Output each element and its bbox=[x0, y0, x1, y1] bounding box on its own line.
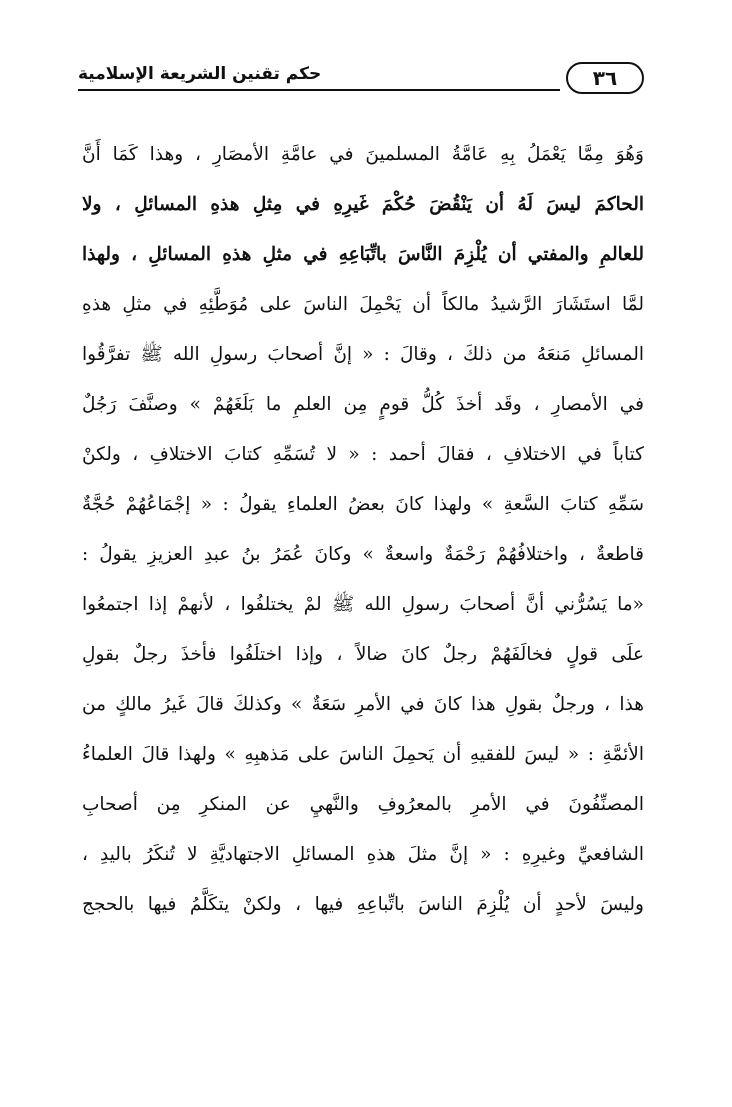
text-line: وَهُوَ مِمَّا يَعْمَلُ بِهِ عَامَّةُ المسلمينَ في عامَّةِ الأمصَارِ ، وهذا كَمَا أَنَّ bbox=[82, 144, 644, 165]
text-line: للعالمِ والمفتي أن يُلْزِمَ النَّاسَ باتِّبَاعِهِ في مثلِ هذهِ المسائلِ ، ولهذا bbox=[82, 244, 644, 265]
text-line: وليسَ لأحدٍ أن يُلْزِمَ الناسَ باتِّباعِهِ فيها ، ولكنْ يتكَلَّمُ فيها بالحجج bbox=[82, 894, 644, 915]
text-line: المسائلِ مَنعَهُ من ذلكَ ، وقالَ : « إنَّ أصحابَ رسولِ الله ﷺ تفرَّقُوا bbox=[82, 344, 644, 365]
text-line: الحاكمَ ليسَ لَهُ أن يَنْقُضَ حُكْمَ غَيرِهِ في مِثلِ هذهِ المسائلِ ، ولا bbox=[82, 194, 644, 215]
text-line: كتاباً في الاختلافِ ، فقالَ أحمد : « لا تُسَمِّهِ كتابَ الاختلافِ ، ولكنْ bbox=[82, 444, 644, 465]
text-line: في الأمصارِ ، وقَد أخذَ كُلُّ قومٍ مِن العلمِ ما بَلَغَهُمْ » وصنَّفَ رَجُلٌ bbox=[82, 394, 644, 415]
text-line: الشافعيِّ وغيرِهِ : « إنَّ مثلَ هذهِ المسائلِ الاجتهاديَّةِ لا تُنكَرُ باليدِ ، bbox=[82, 844, 644, 865]
body-text bbox=[82, 130, 644, 930]
header-rule bbox=[78, 89, 560, 91]
text-line: لمَّا استَشَارَ الرَّشيدُ مالكاً أن يَحْمِلَ الناسَ على مُوَطَّئِهِ في مثلِ هذهِ bbox=[82, 294, 644, 315]
text-line: سَمِّهِ كتابَ السَّعةِ » ولهذا كانَ بعضُ العلماءِ يقولُ : « إجْمَاعُهُمْ حُجَّةٌ bbox=[82, 494, 644, 515]
page-header bbox=[78, 62, 644, 102]
page-number-badge: ٣٦ bbox=[566, 62, 644, 94]
text-line: هذا ، ورجلٌ بقولِ هذا كانَ في الأمرِ سَعَةٌ » وكذلكَ قالَ غَيرُ مالكٍ من bbox=[82, 694, 644, 715]
text-line: الأئمَّةِ : « ليسَ للفقيهِ أن يَحمِلَ الناسَ على مَذهبِهِ » ولهذا قالَ العلماءُ bbox=[82, 744, 644, 765]
text-line: «ما يَسُرُّني أنَّ أصحابَ رسولِ الله ﷺ لمْ يختلفُوا ، لأنهمْ إذا اجتمعُوا bbox=[82, 594, 644, 615]
text-line: قاطعةٌ ، واختلافُهُمْ رَحْمَةٌ واسعةٌ » وكانَ عُمَرُ بنُ عبدِ العزيزِ يقولُ : bbox=[82, 544, 644, 565]
running-title: حكم تقنين الشريعة الإسلامية bbox=[78, 64, 322, 84]
text-line: المصنِّفُونَ في الأمرِ بالمعرُوفِ والنَّهيِ عن المنكرِ مِن أصحابِ bbox=[82, 794, 644, 815]
text-line: علَى قولٍ فخالَفَهُمْ رجلٌ كانَ ضالاً ، وإذا اختلَفُوا فأخذَ رجلٌ بقولِ bbox=[82, 644, 644, 665]
